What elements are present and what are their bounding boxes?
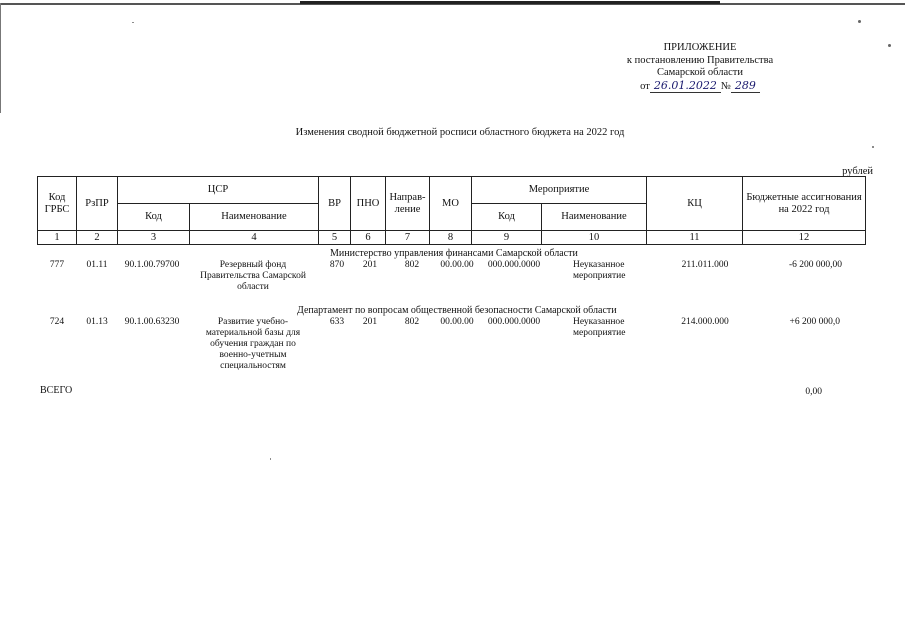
- cell-vr: 870: [329, 260, 345, 270]
- col-number: 5: [319, 231, 351, 245]
- date-prefix: от: [640, 80, 650, 92]
- page-top-bar: [300, 1, 720, 4]
- col-number: 12: [743, 231, 866, 245]
- cell-mo: 00.00.00: [440, 260, 474, 270]
- total-value: 0,00: [805, 387, 822, 397]
- cell-direction: 802: [404, 260, 420, 270]
- col-number: 4: [190, 231, 319, 245]
- col-number: 6: [351, 231, 386, 245]
- col-number: 10: [542, 231, 647, 245]
- cell-csr-name: Резервный фонд Правительства Самарской области: [200, 260, 306, 292]
- scan-speck: [888, 44, 891, 47]
- scan-speck: [858, 20, 861, 23]
- appendix-header: [600, 42, 800, 93]
- col-number: 7: [386, 231, 430, 245]
- col-vr: ВР: [319, 177, 351, 231]
- col-event-code: Код: [472, 204, 542, 231]
- col-number: 3: [118, 231, 190, 245]
- cell-amount: -6 200 000,00: [788, 260, 842, 270]
- col-kc: КЦ: [647, 177, 743, 231]
- col-grbs: Код ГРБС: [38, 177, 77, 231]
- col-mo: МО: [430, 177, 472, 231]
- page-left-edge: [0, 3, 1, 113]
- document-title: Изменения сводной бюджетной росписи областного бюджета на 2022 год: [295, 127, 625, 138]
- col-event: Мероприятие: [472, 177, 647, 204]
- cell-rzpr: 01.13: [86, 317, 108, 327]
- col-number: 11: [647, 231, 743, 245]
- date-value: 26.01.2022: [650, 80, 721, 94]
- cell-pno: 201: [362, 260, 378, 270]
- number-prefix: №: [720, 80, 731, 92]
- cell-grbs: 777: [49, 260, 65, 270]
- cell-event-code: 000.000.0000: [487, 260, 541, 270]
- appendix-date-line: [600, 80, 800, 94]
- cell-csr-code: 90.1.00.63230: [124, 317, 180, 327]
- appendix-title: ПРИЛОЖЕНИЕ: [663, 42, 737, 53]
- col-number: 8: [430, 231, 472, 245]
- scan-speck: [132, 22, 134, 23]
- cell-pno: 201: [362, 317, 378, 327]
- budget-table-header: [37, 176, 866, 245]
- col-csr-name: Наименование: [190, 204, 319, 231]
- col-direction: Направ-ление: [386, 177, 430, 231]
- appendix-region: Самарской области: [657, 67, 743, 78]
- cell-amount: +6 200 000,0: [789, 317, 840, 327]
- col-csr: ЦСР: [118, 177, 319, 204]
- section-title: Департамент по вопросам общественной безопасности Самарской области: [297, 305, 617, 316]
- cell-kc: 211.011.000: [681, 260, 729, 270]
- cell-event-name: Неуказанное мероприятие: [573, 260, 626, 281]
- cell-kc: 214.000.000: [681, 317, 729, 327]
- col-budget: Бюджетные ассигнования на 2022 год: [743, 177, 866, 231]
- col-number: 2: [77, 231, 118, 245]
- col-number: 1: [38, 231, 77, 245]
- cell-vr: 633: [329, 317, 345, 327]
- cell-mo: 00.00.00: [440, 317, 474, 327]
- scan-speck: [872, 146, 874, 148]
- col-csr-code: Код: [118, 204, 190, 231]
- cell-grbs: 724: [49, 317, 65, 327]
- cell-event-name: Неуказанное мероприятие: [573, 317, 626, 338]
- cell-rzpr: 01.11: [86, 260, 108, 270]
- cell-csr-name: Развитие учебно-материальной базы для обучения граждан по военно-учетным специальностям: [205, 317, 301, 371]
- col-event-name: Наименование: [542, 204, 647, 231]
- col-rzpr: РзПР: [77, 177, 118, 231]
- total-label: ВСЕГО: [40, 385, 73, 396]
- number-value: 289: [731, 80, 760, 94]
- cell-csr-code: 90.1.00.79700: [124, 260, 180, 270]
- section-title: Министерство управления финансами Самарской области: [330, 248, 578, 259]
- cell-direction: 802: [404, 317, 420, 327]
- units-label: рублей: [842, 166, 873, 177]
- appendix-subtitle: к постановлению Правительства: [626, 54, 774, 66]
- cell-event-code: 000.000.0000: [487, 317, 541, 327]
- col-number: 9: [472, 231, 542, 245]
- col-pno: ПНО: [351, 177, 386, 231]
- scan-speck: [270, 458, 271, 460]
